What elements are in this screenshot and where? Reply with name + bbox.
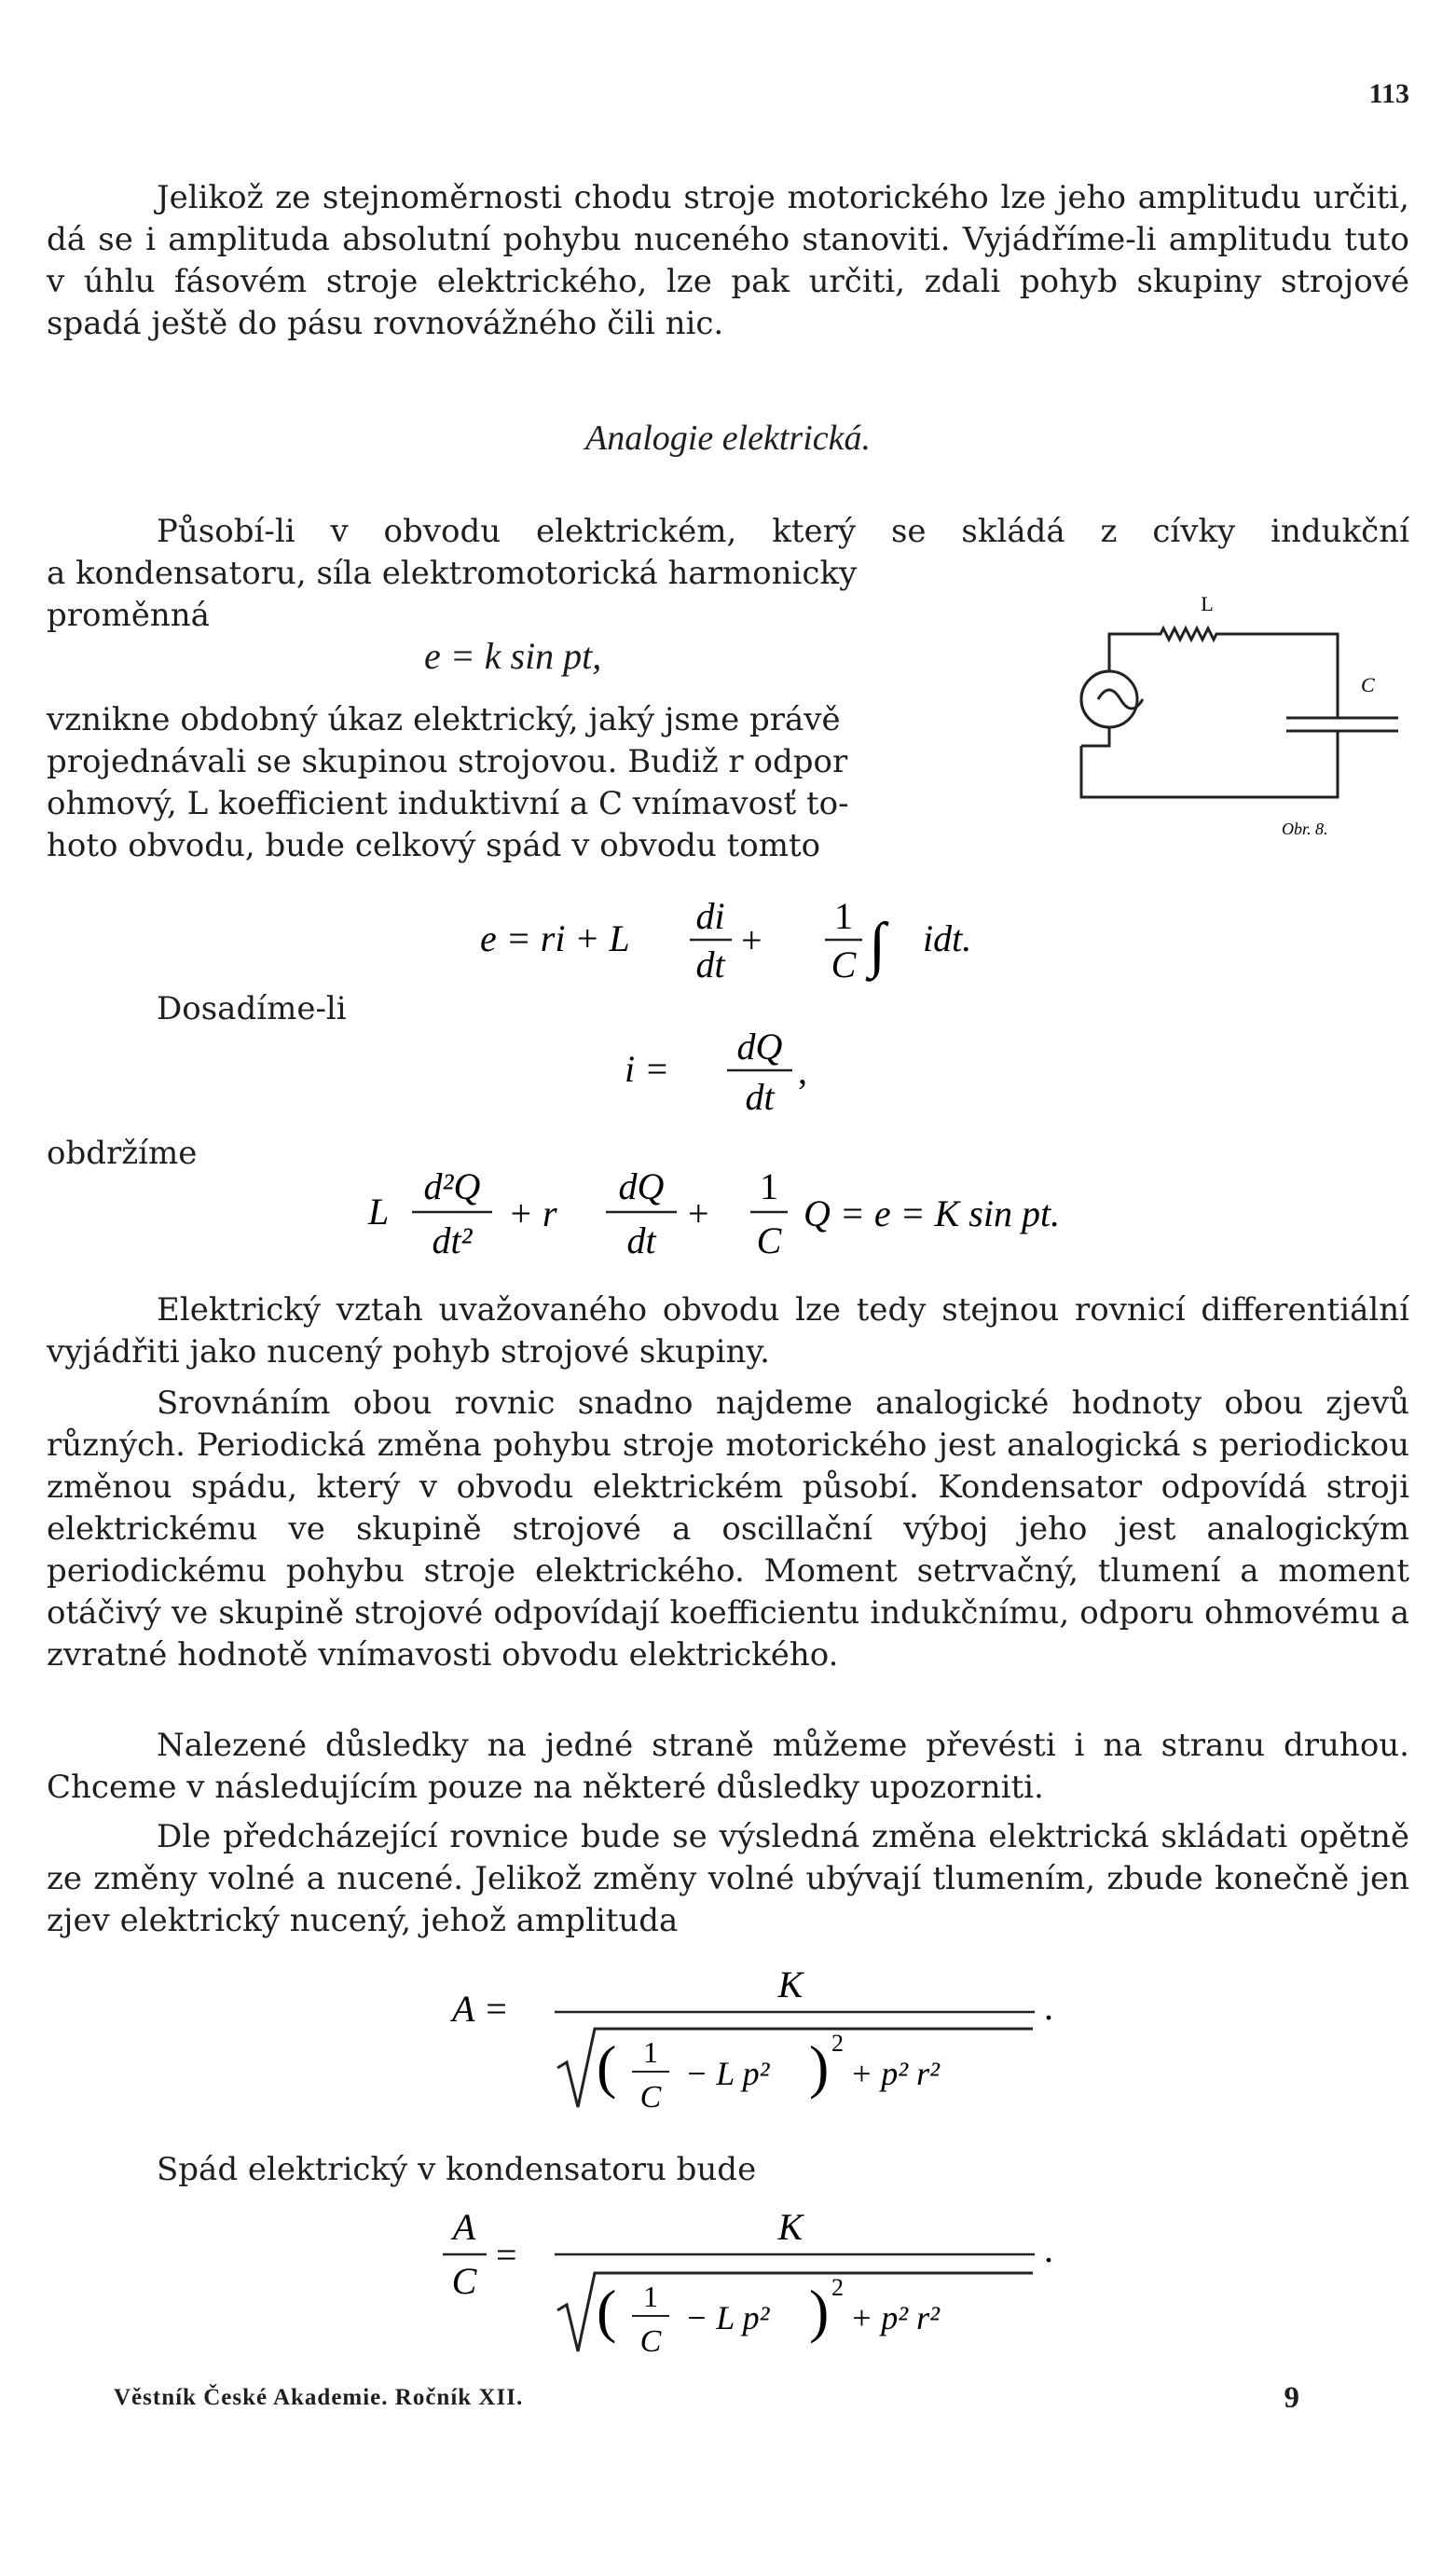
spad-line: Spád elektrický v kondensatoru bude: [157, 2151, 757, 2188]
eq6-plus: + p² r²: [850, 2299, 940, 2336]
equation-differential: [354, 1156, 1156, 1273]
page-number: 113: [1368, 78, 1409, 109]
text-line-2: projednávali se skupinou strojovou. Budiž r odpor: [47, 743, 848, 780]
footer-signature-number: 9: [1284, 2381, 1299, 2415]
eq4-L: L: [368, 1191, 390, 1233]
eq2-integral: ∫: [869, 911, 886, 979]
eq4-tail: Q = e = K sin pt.: [804, 1192, 1061, 1234]
eq5-rparen: ): [809, 2033, 830, 2100]
eq6-sqrt-icon: [557, 2273, 1033, 2351]
equation-voltage: [466, 886, 1025, 998]
eq4-num3: 1: [760, 1165, 778, 1207]
paragraph-consequences: Nalezené důsledky na jedné straně můžeme převésti i na stranu druhou. Chceme v následujícím pouze na některé důsledky upozorniti.: [47, 1727, 1409, 1806]
wire-bottom: [1081, 731, 1338, 797]
eq3-den: dt: [745, 1076, 775, 1118]
eq3-lhs: i =: [625, 1048, 670, 1090]
intro-line-1: Působí-li v obvodu elektrickém, který se skládá z cívky indukční: [157, 513, 1409, 550]
equation-amplitude: [447, 1958, 1081, 2121]
eq2-tail: idt.: [923, 917, 972, 959]
equation-current: [615, 1016, 858, 1128]
wire-top-with-inductor: [1109, 628, 1338, 718]
eq4-num2: dQ: [618, 1165, 665, 1207]
eq6-eq: =: [496, 2234, 517, 2276]
equation-emf: e = k sin pt,: [424, 635, 602, 677]
paragraph-amplitude: Jelikož ze stejnoměrnosti chodu stroje motorického lze jeho amplitudu určiti, dá se i amplituda absolutní pohybu nuceného stanoviti. Vyjádříme-li amplitudu tuto v úhlu fásovém stroje elektrického, lze pak určiti, zdali pohyb skupiny strojové spadá ještě do pásu rovnovážného čili nic.: [47, 179, 1409, 342]
eq2-den2: C: [831, 944, 857, 985]
eq4-den3: C: [756, 1219, 782, 1261]
eq5-inner-den: C: [639, 2080, 662, 2115]
eq5-sqrt-icon: [557, 2029, 1033, 2107]
wire-left: [1081, 653, 1109, 746]
obdrzime-line: obdržíme: [47, 1135, 198, 1172]
eq5-num: K: [777, 1963, 804, 2005]
eq6-minus: − L p²: [685, 2299, 770, 2336]
eq4-den2: dt: [626, 1219, 656, 1261]
equation-capacitor-voltage: [429, 2200, 1081, 2368]
text-line-1: vznikne obdobný úkaz elektrický, jaký jsme právě: [47, 701, 841, 738]
eq2-num1: di: [695, 895, 725, 937]
eq5-plus: + p² r²: [850, 2055, 940, 2092]
eq5-lhs: A =: [452, 1988, 509, 2030]
eq4-plus1: + r: [508, 1192, 557, 1234]
text-line-3: ohmový, L koefficient induktivní a C vnímavosť to-: [47, 785, 849, 822]
dosadime-line: Dosadíme-li: [157, 990, 347, 1027]
label-L: L: [1201, 592, 1214, 615]
eq6-lhs-num: A: [452, 2206, 476, 2248]
eq3-tail: ,: [798, 1050, 807, 1092]
eq4-num1: d²Q: [423, 1165, 481, 1207]
footer-journal: Věstník České Akademie. Ročník XII.: [114, 2385, 524, 2410]
section-heading: Analogie elektrická.: [585, 419, 871, 458]
eq5-inner-num: 1: [643, 2035, 658, 2069]
eq6-inner-num: 1: [643, 2280, 658, 2313]
paragraph-electric-relation: Elektrický vztah uvažovaného obvodu lze tedy stejnou rovnicí differentiální vyjádřiti jako nucený pohyb strojové skupiny.: [47, 1291, 1409, 1371]
eq3-num: dQ: [736, 1026, 783, 1068]
eq6-tail: .: [1044, 2228, 1053, 2270]
eq6-rparen: ): [809, 2278, 830, 2344]
intro-line-2: a kondensatoru, síla elektromotorická harmonicky: [47, 555, 858, 592]
eq5-tail: .: [1044, 1986, 1053, 2028]
eq4-den1: dt²: [432, 1219, 473, 1261]
eq6-num: K: [777, 2206, 804, 2248]
figure-caption: Obr. 8.: [1282, 820, 1328, 838]
eq6-lhs-den: C: [451, 2260, 477, 2302]
eq2-num2: 1: [834, 895, 853, 937]
source-circle-icon: [1081, 671, 1137, 727]
intro-line-3: proměnná: [47, 597, 210, 634]
eq2-lhs: e = ri + L: [480, 917, 630, 959]
eq2-den1: dt: [695, 944, 725, 985]
eq6-square: 2: [831, 2274, 844, 2301]
paragraph-amplitude-result: Dle předcházející rovnice bude se výsledná změna elektrická skládati opětně ze změny volné a nucené. Jelikož změny volné ubývají tlumením, zbude konečně jen zjev elektrický nucený, jehož amplituda: [47, 1818, 1409, 1939]
eq4-plus2: +: [688, 1192, 709, 1234]
circuit-figure: [1053, 587, 1408, 848]
label-C: C: [1361, 673, 1375, 696]
paragraph-comparison: Srovnáním obou rovnic snadno najdeme analogické hodnoty obou zjevů různých. Periodická změna pohybu stroje motorického jest analogická s periodickou změnou spádu, který v obvodu elektrickém působí. Kondensator odpovídá stroji elektrickému ve skupině strojové a oscillační výboj jeho jest analogickým periodickému pohybu stroje elektrického. Moment setrvačný, tlumení a moment otáčivý ve skupině strojové odpovídají koefficientu indukčnímu, odporu ohmovému a zvratné hodnotě vnímavosti obvodu elektrického.: [47, 1385, 1409, 1674]
eq5-minus: − L p²: [685, 2055, 770, 2092]
eq2-plus: +: [741, 919, 762, 961]
eq6-inner-den: C: [639, 2324, 662, 2359]
eq5-square: 2: [831, 2030, 844, 2057]
text-line-4: hoto obvodu, bude celkový spád v obvodu tomto: [47, 827, 821, 864]
eq6-lparen: (: [597, 2278, 617, 2344]
eq5-lparen: (: [597, 2033, 617, 2100]
